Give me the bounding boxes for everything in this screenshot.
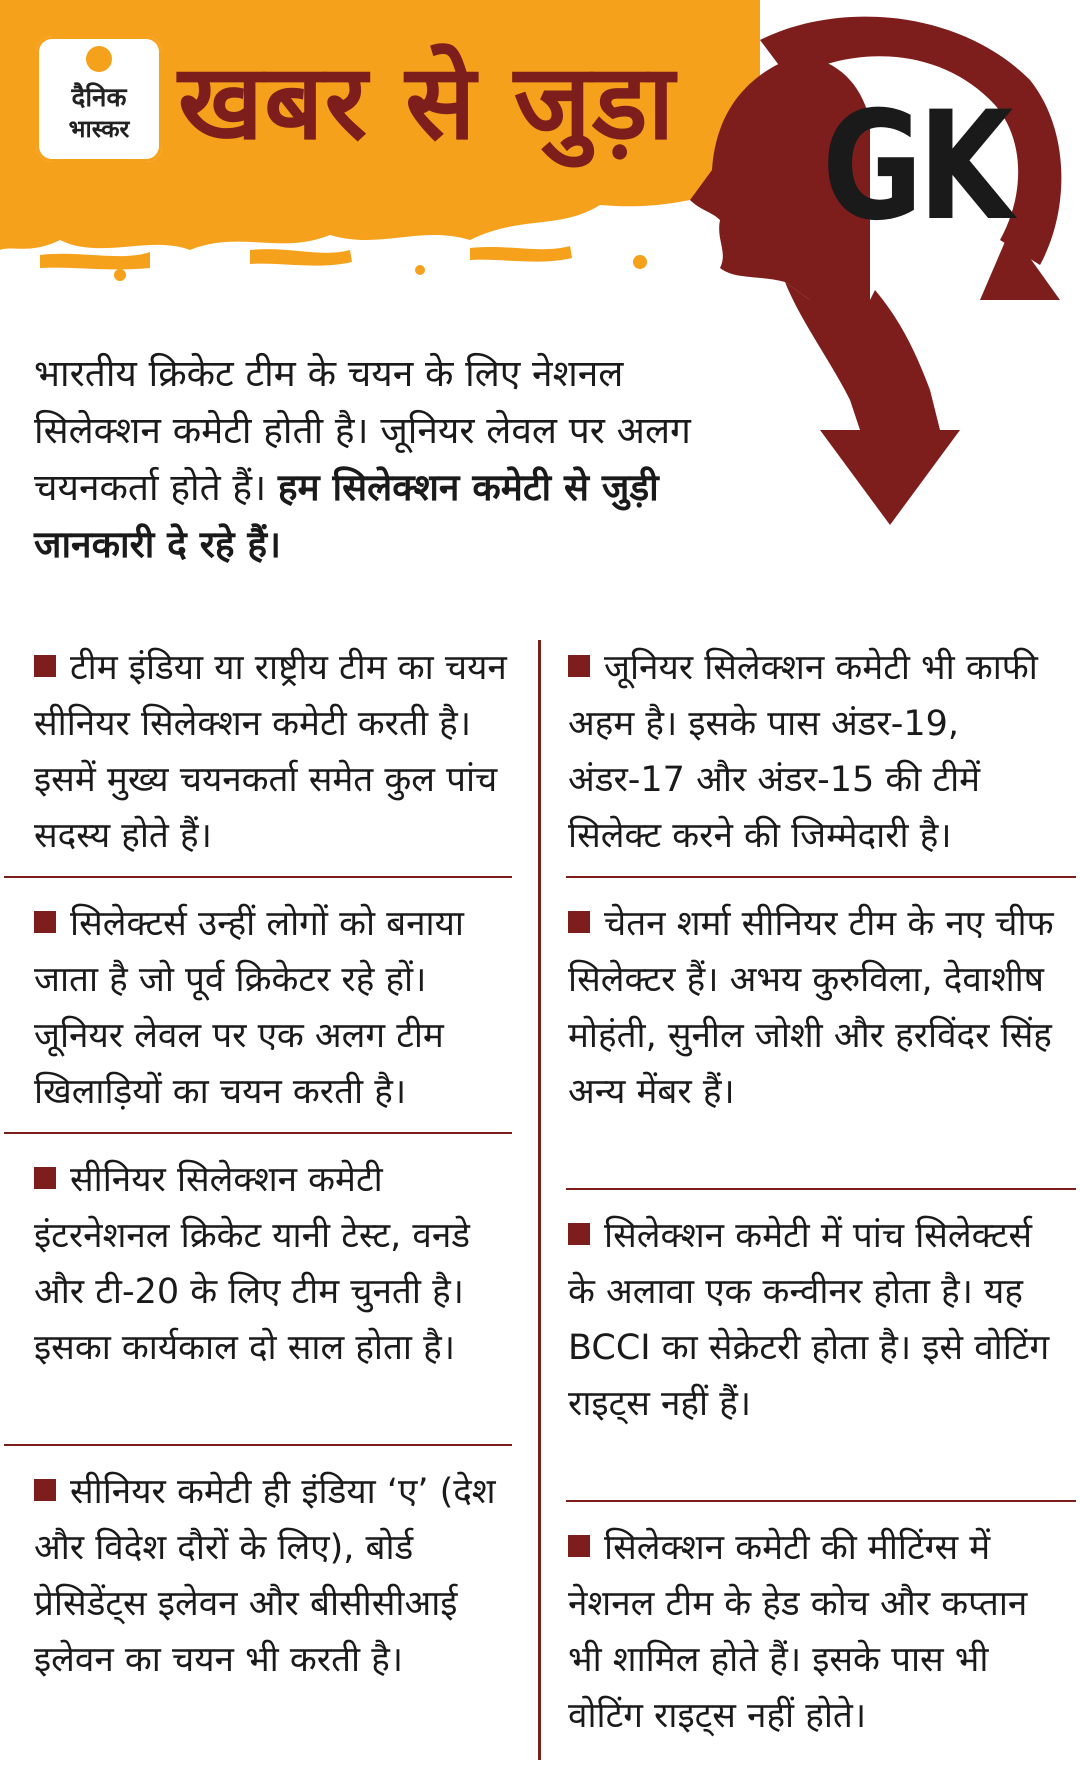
- bullet-icon: [34, 1479, 56, 1501]
- bullet-icon: [34, 655, 56, 677]
- bullet-icon: [34, 911, 56, 933]
- right-item-2: [568, 896, 1058, 1120]
- logo-line-1: दैनिक: [71, 83, 127, 113]
- right-item-1-text: जूनियर सिलेक्शन कमेटी भी काफी अहम है। इसके पास अंडर-19, अंडर-17 और अंडर-15 की टीमें सिलेक्ट करने की जिम्मेदारी है।: [568, 648, 1038, 856]
- left-item-1-text: टीम इंडिया या राष्ट्रीय टीम का चयन सीनियर सिलेक्शन कमेटी करती है। इसमें मुख्य चयनकर्ता समेत कुल पांच सदस्य होते हैं।: [34, 648, 507, 856]
- bullet-icon: [568, 655, 590, 677]
- left-item-4: [34, 1464, 524, 1688]
- left-item-2-text: सिलेक्टर्स उन्हीं लोगों को बनाया जाता है जो पूर्व क्रिकेटर रहे हों। जूनियर लेवल पर एक अलग टीम खिलाड़ियों का चयन करती है।: [34, 904, 464, 1112]
- intro-paragraph: [34, 345, 754, 573]
- left-item-2: [34, 896, 524, 1120]
- intro-text: भारतीय क्रिकेट टीम के चयन के लिए नेशनल सिलेक्शन कमेटी होती है। जूनियर लेवल पर अलग चयनकर्ता होते हैं।: [34, 352, 691, 509]
- bullet-icon: [568, 911, 590, 933]
- left-separator-1: [4, 876, 512, 878]
- right-item-4: [568, 1520, 1058, 1744]
- logo-line-2: भास्कर: [68, 115, 130, 143]
- right-separator-1: [566, 876, 1076, 878]
- intro-bold-text: हम सिलेक्शन कमेटी से जुड़ी जानकारी दे रहे हैं।: [34, 466, 659, 566]
- left-item-1: [34, 640, 524, 864]
- left-item-3: [34, 1152, 524, 1376]
- page-title: खबर से जुड़ा: [178, 41, 676, 163]
- bullet-icon: [568, 1223, 590, 1245]
- left-item-4-text: सीनियर कमेटी ही इंडिया ‘ए’ (देश और विदेश दौरों के लिए), बोर्ड प्रेसिडेंट्स इलेवन और बीसीसीआई इलेवन का चयन भी करती है।: [34, 1472, 496, 1680]
- left-separator-3: [4, 1444, 512, 1446]
- right-separator-3: [566, 1500, 1076, 1502]
- right-item-3: [568, 1208, 1058, 1432]
- left-separator-2: [4, 1132, 512, 1134]
- right-item-1: [568, 640, 1058, 864]
- right-item-2-text: चेतन शर्मा सीनियर टीम के नए चीफ सिलेक्टर हैं। अभय कुरुविला, देवाशीष मोहंती, सुनील जोशी और हरविंदर सिंह अन्य मेंबर हैं।: [568, 904, 1054, 1112]
- bullet-icon: [34, 1167, 56, 1189]
- left-item-3-text: सीनियर सिलेक्शन कमेटी इंटरनेशनल क्रिकेट यानी टेस्ट, वनडे और टी-20 के लिए टीम चुनती है। इसका कार्यकाल दो साल होता है।: [34, 1160, 470, 1368]
- right-item-3-text: सिलेक्शन कमेटी में पांच सिलेक्टर्स के अलावा एक कन्वीनर होता है। यह BCCI का सेक्रेटरी होता है। इसे वोटिंग राइट्स नहीं हैं।: [568, 1216, 1050, 1424]
- right-item-4-text: सिलेक्शन कमेटी की मीटिंग्स में नेशनल टीम के हेड कोच और कप्तान भी शामिल होते हैं। इसके पास भी वोटिंग राइट्स नहीं होते।: [568, 1528, 1028, 1736]
- gk-badge: GK: [822, 80, 1009, 254]
- right-separator-2: [566, 1188, 1076, 1190]
- bullet-icon: [568, 1535, 590, 1557]
- column-divider: [538, 640, 541, 1760]
